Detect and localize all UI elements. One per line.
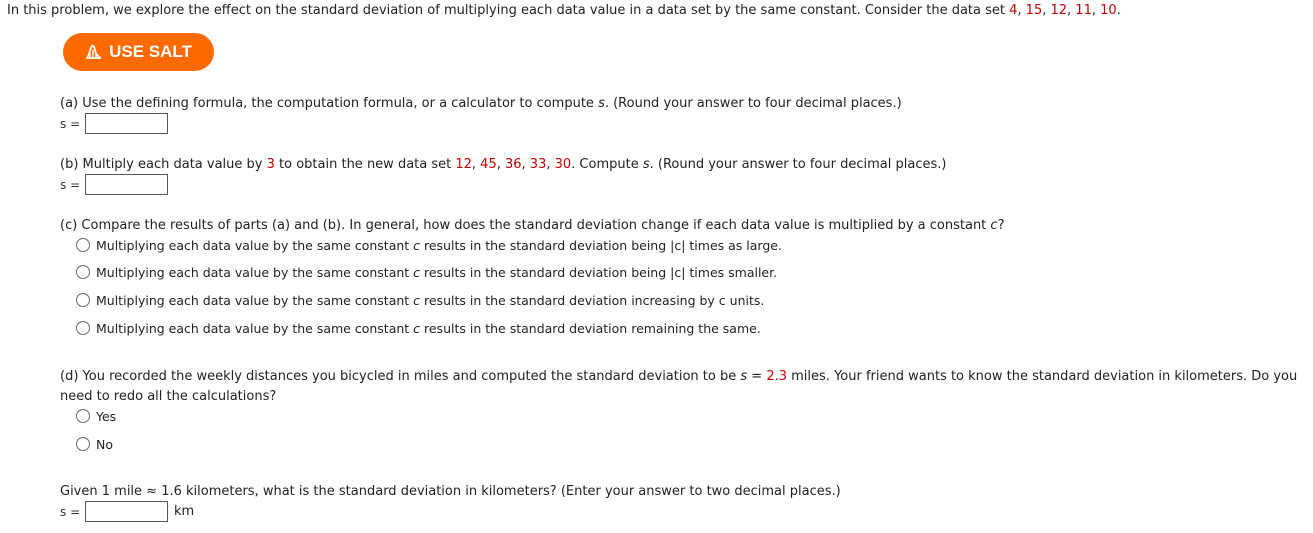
salt-label: USE SALT [109, 42, 192, 61]
multiplier-value: 3 [266, 157, 275, 172]
option-text-pre: Multiplying each data value by the same constant [96, 265, 414, 280]
part-b-prompt-compute: . Compute [571, 157, 643, 172]
option-text-post: results in the standard deviation increasing by c units. [420, 293, 765, 308]
part-d-answer-input[interactable] [85, 501, 168, 522]
std-dev-value: 2.3 [766, 369, 788, 384]
var-s: s [598, 96, 605, 111]
part-c-prompt-post: ? [997, 218, 1005, 233]
equals-sign: = [747, 369, 767, 384]
part-b-answer-input[interactable] [85, 174, 168, 195]
part-a-prompt-post: . (Round your answer to four decimal places.) [604, 96, 902, 111]
part-a-prompt [60, 96, 902, 111]
intro-end: . [1116, 3, 1121, 18]
part-a-answer-input[interactable] [85, 113, 168, 134]
data-value: 30 [554, 157, 572, 172]
part-c-option-4-radio[interactable] [76, 321, 90, 335]
var-c: c [413, 321, 421, 336]
option-text-pre: Multiplying each data value by the same constant [96, 293, 414, 308]
part-b-prompt-pre: (b) Multiply each data value by [60, 157, 267, 172]
data-value: 12 [455, 157, 472, 172]
part-d-conversion-prompt: Given 1 mile ≈ 1.6 kilometers, what is the standard deviation in kilometers? (Enter your answer to two decimal places.) [60, 484, 841, 499]
data-value: 4 [1009, 3, 1018, 18]
part-b-answer-label: s = [60, 178, 81, 192]
data-value: 11 [1075, 3, 1092, 18]
part-c-prompt-pre: (c) Compare the results of parts (a) and (b). In general, how does the standard deviation change if each data value is multiplied by a constant [60, 218, 991, 233]
km-unit: km [174, 504, 195, 519]
part-c-option-3[interactable] [96, 293, 764, 308]
part-c-option-2[interactable] [96, 265, 777, 280]
part-b-prompt: (b) Multiply each data value by 3 to obtain the new data set 12, 45, 36, 33, 30. Compute s. (Round your answer to four decimal places.) [60, 157, 947, 172]
var-c: c [413, 238, 421, 253]
data-value: 45 [480, 157, 497, 172]
part-b-prompt-mid: to obtain the new data set [274, 157, 456, 172]
option-text-pre: Multiplying each data value by the same constant [96, 321, 414, 336]
data-value: 12 [1050, 3, 1068, 18]
part-a-prompt-pre: (a) Use the defining formula, the computation formula, or a calculator to compute [60, 96, 599, 111]
part-d-prompt-line1 [60, 369, 1297, 384]
part-c-option-1-radio[interactable] [76, 238, 90, 252]
part-d-yes-option[interactable]: Yes [96, 409, 117, 424]
data-value: 10 [1100, 3, 1117, 18]
part-c-option-1[interactable] [96, 238, 782, 253]
part-d-yes-radio[interactable] [76, 409, 90, 423]
part-c-option-2-radio[interactable] [76, 265, 90, 279]
part-c-prompt [60, 218, 1004, 233]
part-c-option-4[interactable] [96, 321, 761, 336]
part-c-option-3-radio[interactable] [76, 293, 90, 307]
use-salt-button[interactable] [63, 33, 214, 71]
var-c: c [413, 293, 421, 308]
data-value: 33 [529, 157, 547, 172]
part-b-prompt-post: . (Round your answer to four decimal places.) [649, 157, 947, 172]
part-a-answer-label: s = [60, 117, 81, 131]
data-value: 36 [504, 157, 522, 172]
part-d-answer-label: s = [60, 505, 81, 519]
option-text-pre: Multiplying each data value by the same constant [96, 238, 414, 253]
option-text-post: results in the standard deviation remaining the same. [420, 321, 761, 336]
intro-text: In this problem, we explore the effect on the standard deviation of multiplying each data value in a data set by the same constant. Consider the data set 4, 15, 12, 11, 10. [7, 3, 1121, 18]
part-d-line1-post: miles. Your friend wants to know the standard deviation in kilometers. Do you [787, 369, 1298, 384]
intro-lead: In this problem, we explore the effect on the standard deviation of multiplying each data value in a data set by the same constant. Consider the data set [7, 3, 1010, 18]
var-c: c [990, 218, 998, 233]
data-value: 15 [1025, 3, 1043, 18]
part-d-no-option[interactable]: No [96, 437, 113, 452]
part-d-prompt-line2: need to redo all the calculations? [60, 389, 277, 404]
var-s: s [740, 369, 748, 384]
part-d-no-radio[interactable] [76, 437, 90, 451]
salt-icon [85, 44, 102, 60]
part-d-line1-pre: (d) You recorded the weekly distances you bicycled in miles and computed the standard deviation to be [60, 369, 741, 384]
var-c: c [413, 265, 421, 280]
var-s: s [642, 157, 650, 172]
option-text-post: results in the standard deviation being |c| times smaller. [420, 265, 778, 280]
option-text-post: results in the standard deviation being |c| times as large. [420, 238, 782, 253]
